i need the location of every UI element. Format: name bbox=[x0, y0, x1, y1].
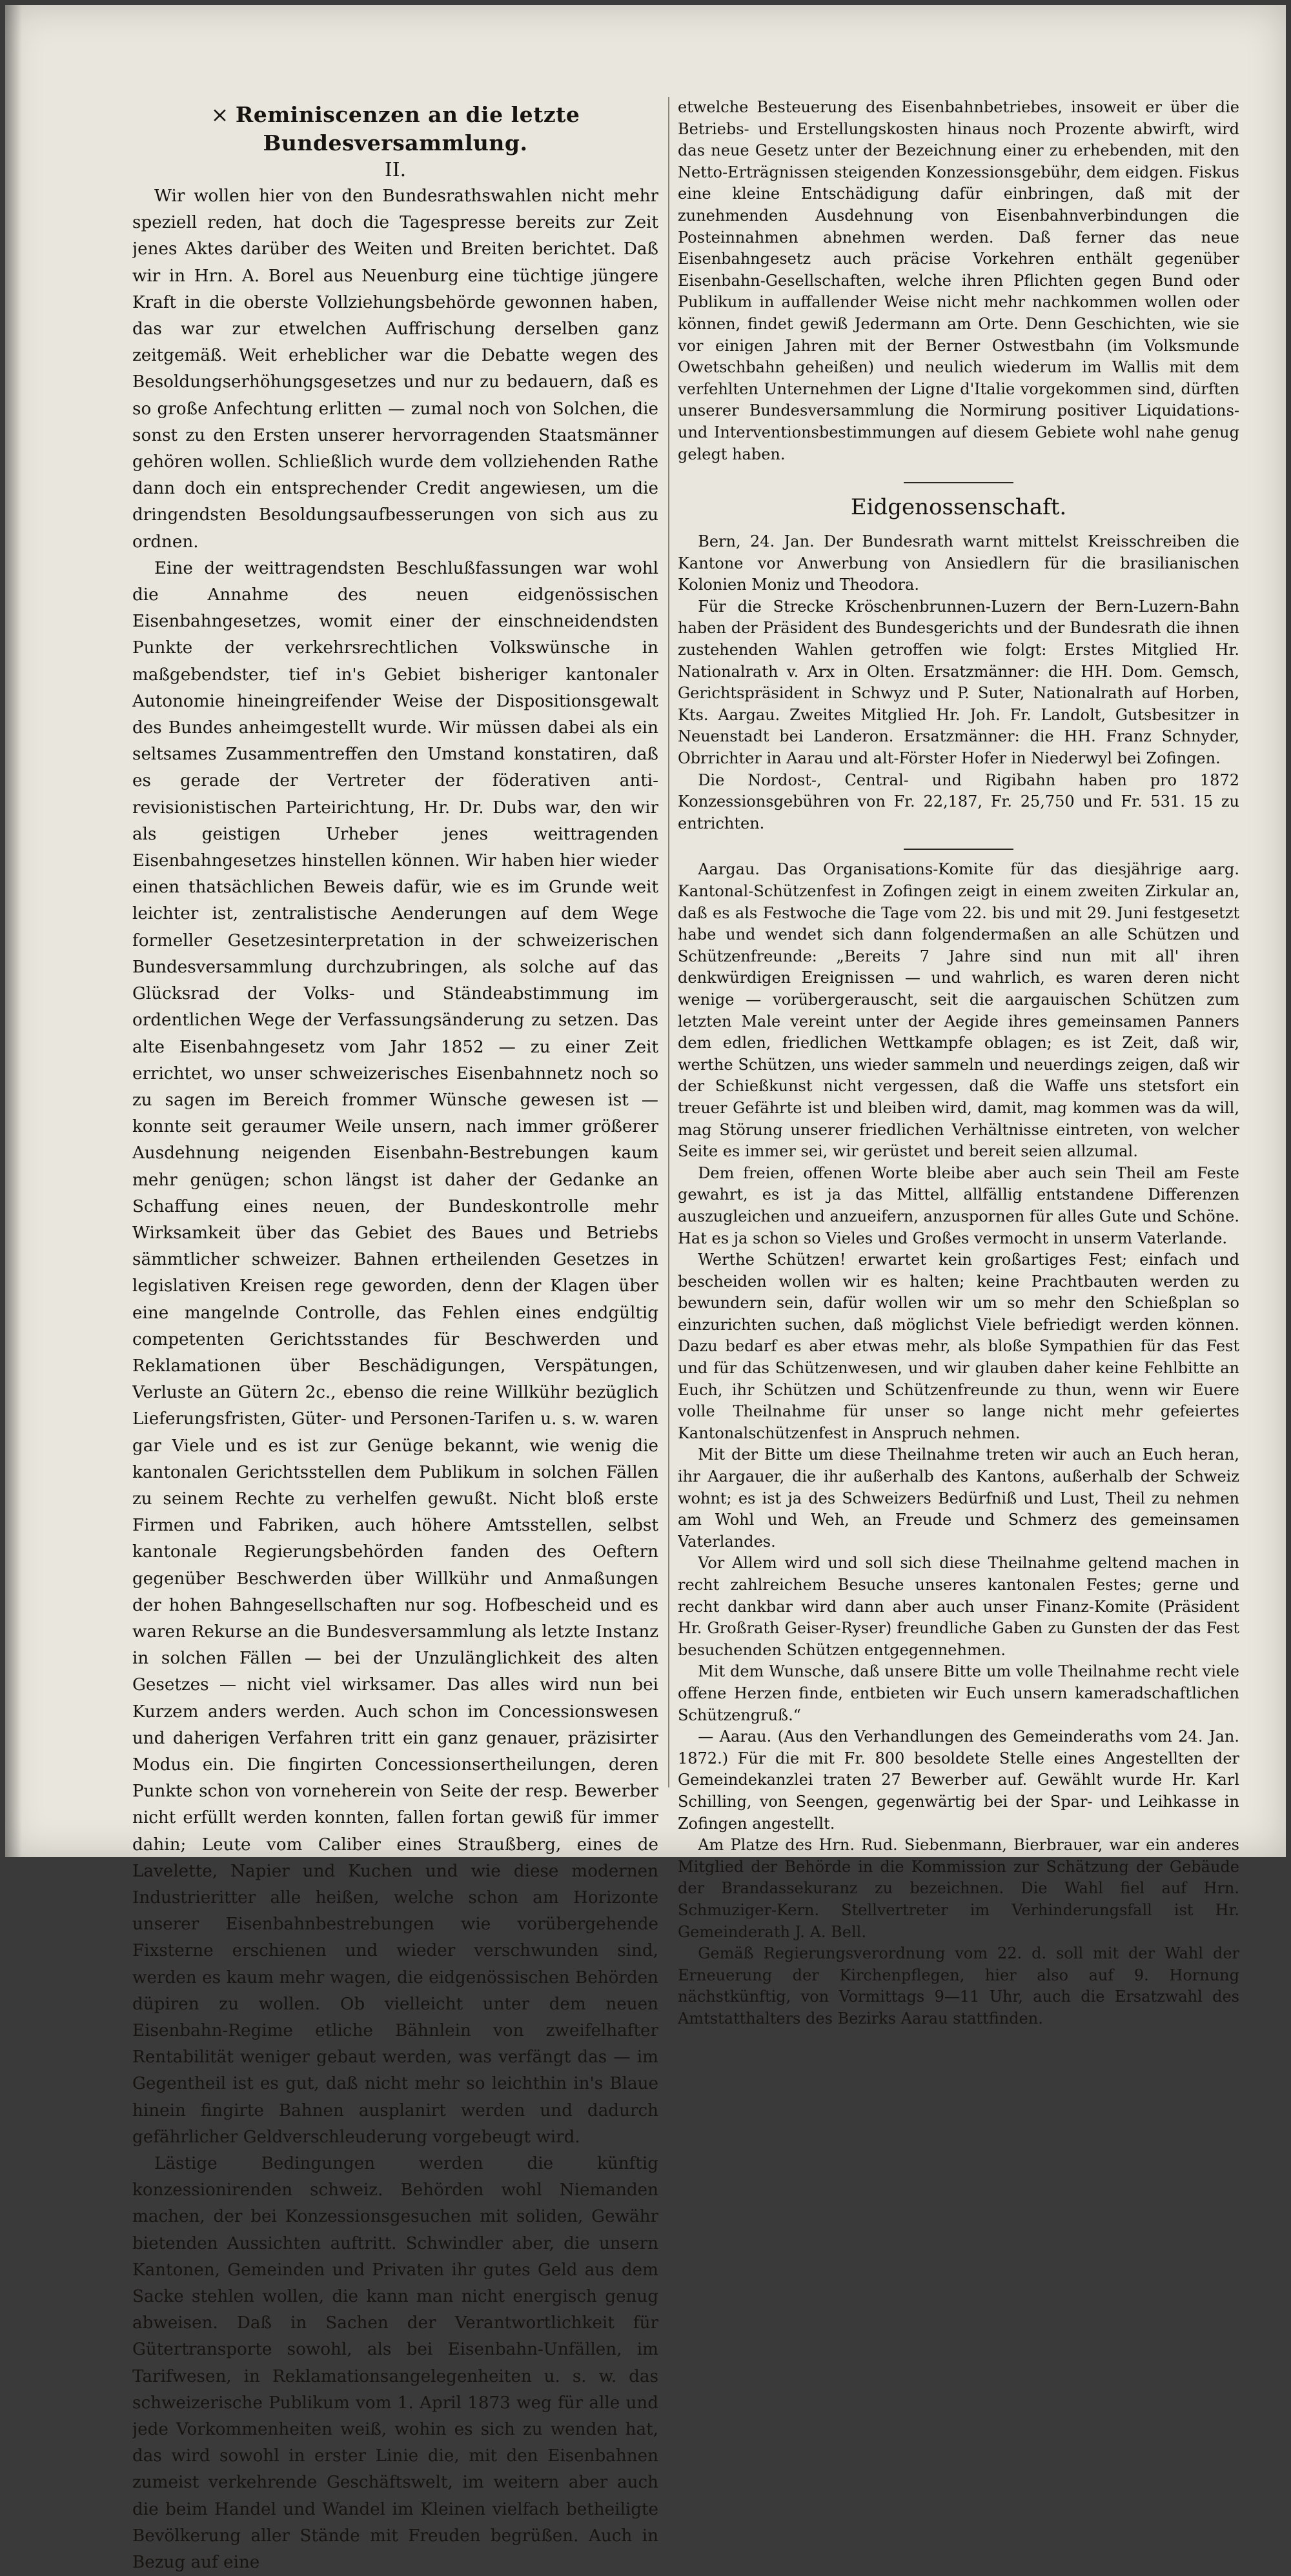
article-paragraph: Eine der weittragendsten Beschlußfassungen war wohl die Annahme des neuen eidgenössischen Eisenbahngesetzes, womit einer der einschneidendsten Punkte der verkehrsrechtlichen Volkswünsche in maßgebendster, tief in's Gebiet bisheriger kantonaler Autonomie hineingreifender Weise der Dispositionsgewalt des Bundes anheimgestellt wurde. Wir müssen dabei als ein seltsames Zusammentreffen den Umstand konstatiren, daß es gerade der Vertreter der föderativen anti-revisionistischen Parteirichtung, Hr. Dr. Dubs war, den wir als geistigen Urheber jenes weittragenden Eisenbahngesetzes hinstellen können. Wir haben hier wieder einen thatsächlichen Beweis dafür, wie es im Grunde weit leichter ist, zentralistische Aenderungen auf dem Wege formeller Gesetzesinterpretation in der schweizerischen Bundesversammlung durchzubringen, als solche auf das Glücksrad der Volks- und Ständeabstimmung im ordentlichen Wege der Verfassungsänderung zu setzen. Das alte Eisenbahngesetz vom Jahr 1852 — zu einer Zeit errichtet, wo unser schweizerisches Eisenbahnnetz noch so zu sagen im Bereich frommer Wünsche gewesen ist — konnte seit geraumer Weile unsern, nach immer größerer Ausdehnung neigenden Eisenbahn-Bestrebungen kaum mehr genügen; schon längst ist daher der Gedanke an Schaffung eines neuen, der Bundeskontrolle mehr Wirksamkeit über das Gebiet des Baues und Betriebs sämmtlicher schweizer. Bahnen ertheilenden Gesetzes in legislativen Kreisen rege geworden, denn der Klagen über eine mangelnde Controlle, das Fehlen eines endgültig competenten Gerichtsstandes für Beschwerden und Reklamationen über Beschädigungen, Verspätungen, Verluste an Gütern 2c., ebenso die reine Willkühr bezüglich Lieferungsfristen, Güter- und Personen-Tarifen u. s. w. waren gar Viele und es ist zur Genüge bekannt, wie wenig die kantonalen Gerichtsstellen dem Publikum in solchen Fällen zu seinem Rechte zu verhelfen gewußt. Nicht bloß erste Firmen und Fabriken, auch höhere Amtsstellen, selbst kantonale Regierungsbehörden fanden des Oeftern gegenüber Beschwerden über Willkühr und Anmaßungen der hohen Bahngesellschaften nur sog. Hofbescheid und es waren Rekurse an die Bundesversammlung als letzte Instanz in solchen Fällen — bei der Unzulänglichkeit des alten Gesetzes — nicht viel wirksamer. Das alles wird nun bei Kurzem anders werden. Auch schon im Concessionswesen und daherigen Verfahren tritt ein ganz genauer, präzisirter Modus ein. Die fingirten Concessionsertheilungen, deren Punkte schon von vorneherein von Seite der resp. Bewerber nicht erfüllt werden konnten, fallen fortan gewiß für immer dahin; Leute vom Caliber eines Straußberg, eines de Lavelette, Napier und Kuchen und wie diese modernen Industrieritter alle heißen, welche schon am Horizonte unserer Eisenbahnbestrebungen wie vorübergehende Fixsterne erschienen und wieder verschwunden sind, werden es kaum mehr wagen, die eidgenössischen Behörden düpiren zu wollen. Ob vielleicht unter dem neuen Eisenbahn-Regime etliche Bähnlein von zweifelhafter Rentabilität weniger gebaut werden, was verfängt das — im Gegentheil ist es gut, daß nicht mehr so leichthin in's Blaue hinein fingirte Bahnen ausplanirt werden und dadurch gefährlicher Geldverschleuderung vorgebeugt wird. bbox=[132, 558, 658, 2147]
article-title bbox=[132, 101, 658, 157]
news-paragraph-bern: Bern, 24. Jan. Der Bundesrath warnt mittelst Kreisschreiben die Kantone vor Anwerbung von Ansiedlern für die brasilianischen Kolonien Moniz und Theodora. bbox=[678, 532, 1239, 594]
news-paragraph: Dem freien, offenen Worte bleibe aber auch sein Theil am Feste gewahrt, es ist ja das Mittel, allfällig entstandene Differenzen auszugleichen und anzueifern, anzuspornen für alles Gute und Schöne. Hat es ja schon so Vieles und Großes vermocht in unserm Vaterlande. bbox=[678, 1163, 1239, 1247]
title-mark: × bbox=[210, 102, 229, 127]
news-paragraph: Werthe Schützen! erwartet kein großartiges Fest; einfach und bescheiden wollen wir es halten; keine Prachtbauten werden zu bewundern sein, dafür wollen wir um so mehr den Schießplan so einzurichten suchen, daß möglichst Viele befriedigt werden können. Dazu bedarf es aber etwas mehr, als bloße Sympathien für das Fest und für das Schützenwesen, und wir glauben daher keine Fehlbitte an Euch, ihr Schützen und Schützenfreunde zu thun, wenn wir Euere volle Theilnahme für unser so lange nicht mehr gefeiertes Kantonalschützenfest in Anspruch nehmen. bbox=[678, 1251, 1239, 1442]
left-column bbox=[132, 97, 658, 2576]
news-paragraph: Für die Strecke Kröschenbrunnen-Luzern der Bern-Luzern-Bahn haben der Präsident des Bundesgerichts und der Bundesrath die ihnen zustehenden Wahlen getroffen wie folgt: Erstes Mitglied Hr. Nationalrath v. Arx in Olten. Ersatzmänner: die HH. Dom. Gemsch, Gerichtspräsident in Schwyz und P. Suter, Nationalrath auf Horben, Kts. Aargau. Zweites Mitglied Hr. Joh. Fr. Landolt, Gutsbesitzer in Neuenstadt bei Landeron. Ersatzmänner: die HH. Franz Schnyder, Obrrichter in Aarau und alt-Förster Hofer in Niederwyl bei Zofingen. bbox=[678, 597, 1239, 768]
news-paragraph: Gemäß Regierungsverordnung vom 22. d. soll mit der Wahl der Erneuerung der Kirchenpflegen, hier also auf 9. Hornung nächstkünftig, von Vormittags 9—11 Uhr, auch die Ersatzwahl des Amtstatthalters des Bezirks Aarau stattfinden. bbox=[678, 1944, 1239, 2028]
article-part-number: II. bbox=[384, 159, 407, 181]
news-paragraph: Mit dem Wunsche, daß unsere Bitte um volle Theilnahme recht viele offene Herzen finde, entbieten wir Euch unsern kameradschaftlichen Schützengruß.“ bbox=[678, 1662, 1239, 1724]
article-paragraph: Lästige Bedingungen werden die künftig konzessionirenden schweiz. Behörden wohl Niemanden machen, der bei Konzessionsgesuchen mit soliden, Gewähr bietenden Aussichten auftritt. Schwindler aber, die unsern Kantonen, Gemeinden und Privaten ihr gutes Geld aus dem Sacke stehlen wollen, die kann man nicht energisch genug abweisen. Daß in Sachen der Verantwortlichkeit für Gütertransporte sowohl, als bei Eisenbahn-Unfällen, im Tarifwesen, in Reklamationsangelegenheiten u. s. w. das schweizerische Publikum vom 1. April 1873 weg für alle und jede Vorkommenheiten weiß, wohin es sich zu wenden hat, das wird sowohl in erster Linie die, mit den Eisenbahnen zumeist verkehrende Geschäftswelt, im weitern aber auch die beim Handel und Wandel im Kleinen vielfach betheiligte Bevölkerung aller Stände mit Freuden begrüßen. Auch in Bezug auf eine bbox=[132, 2154, 658, 2573]
section-rule bbox=[904, 482, 1013, 483]
news-paragraph: Mit der Bitte um diese Theilnahme treten wir auch an Euch heran, ihr Aargauer, die ihr außerhalb des Kantons, außerhalb der Schweiz wohnt; es ist ja des Schweizers Bedürfniß und Lust, Theil zu nehmen am Wohl und Weh, an Freude und Schmerz des gemeinsamen Vaterlandes. bbox=[678, 1445, 1239, 1551]
column-divider bbox=[668, 97, 669, 1787]
right-column bbox=[678, 97, 1239, 2029]
article-title-text: Reminiscenzen an die letzte Bundesversammlung. bbox=[235, 102, 580, 156]
news-paragraph-aarau: — Aarau. (Aus den Verhandlungen des Gemeinderaths vom 24. Jan. 1872.) Für die mit Fr. 800 besoldete Stelle eines Angestellten der Gemeindekanzlei traten 27 Bewerber auf. Gewählt wurde Hr. Karl Schilling, von Seengen, gegenwärtig bei der Spar- und Leihkasse in Zofingen angestellt. bbox=[678, 1727, 1239, 1833]
news-paragraph-aargau: Aargau. Das Organisations-Komite für das diesjährige aarg. Kantonal-Schützenfest in Zofingen zeigt in einem zweiten Zirkular an, daß es als Festwoche die Tage vom 22. bis und mit 29. Juni festgesetzt habe und wendet sich dann folgendermaßen an alle Schützen und Schützenfreunde: „Bereits 7 Jahre sind nun mit all' ihren denkwürdigen Ereignissen — und wahrlich, es waren deren nicht wenige — vorübergerauscht, seit die aargauischen Schützen zum letzten Male vereint unter der Aegide ihres gemeinsamen Panners dem edlen, friedlichen Wettkampfe oblagen; es ist Zeit, daß wir, werthe Schützen, uns wieder sammeln und neuerdings zeigen, daß wir der Schießkunst nicht vergessen, daß die Waffe uns stetsfort ein treuer Gefährte ist und bleiben wird, damit, mag kommen was da will, mag Störung unserer friedlichen Verhältnisse eintreten, von welcher Seite es immer sei, wir gerüstet und bereit seien allzumal. bbox=[678, 860, 1239, 1161]
news-paragraph: Am Platze des Hrn. Rud. Siebenmann, Bierbrauer, war ein anderes Mitglied der Behörde in die Kommission zur Schätzung der Gebäude der Brandassekuranz zu bezeichnen. Die Wahl fiel auf Hrn. Schmuziger-Kern. Stellvertreter im Verhinderungsfall ist Hr. Gemeinderath J. A. Bell. bbox=[678, 1836, 1239, 1941]
news-paragraph: Vor Allem wird und soll sich diese Theilnahme geltend machen in recht zahlreichem Besuche unseres kantonalen Festes; gerne und recht dankbar wird dann aber auch unser Finanz-Komite (Präsident Hr. Großrath Geiser-Ryser) freundliche Gaben zu Gunsten der das Fest besuchenden Schützen entgegennehmen. bbox=[678, 1554, 1239, 1659]
section-title: Eidgenossenschaft. bbox=[850, 494, 1067, 521]
article-paragraph: Wir wollen hier von den Bundesrathswahlen nicht mehr speziell reden, hat doch die Tagespresse bereits zur Zeit jenes Aktes darüber des Weiten und Breiten berichtet. Daß wir in Hrn. A. Borel aus Neuenburg eine tüchtige jüngere Kraft in die oberste Vollziehungsbehörde gewonnen haben, das war zur etwelchen Auffrischung derselben ganz zeitgemäß. Weit erheblicher war die Debatte wegen des Besoldungserhöhungsgesetzes und nur zu bedauern, daß es so große Anfechtung erlitten — zumal noch von Solchen, die sonst zu den Ersten unserer hervorragenden Staatsmänner gehören wollen. Schließlich wurde dem vollziehenden Rathe dann doch ein entsprechender Credit angewiesen, um die dringendsten Besoldungsaufbesserungen von sich aus zu ordnen. bbox=[132, 186, 658, 552]
news-paragraph: Die Nordost-, Central- und Rigibahn haben pro 1872 Konzessionsgebühren von Fr. 22,187, Fr. 25,750 und Fr. 531. 15 zu entrichten. bbox=[678, 770, 1239, 832]
page-binding-shadow bbox=[5, 5, 22, 1857]
article-continuation: etwelche Besteuerung des Eisenbahnbetriebes, insoweit er über die Betriebs- und Erstellungskosten hinaus noch Prozente abwirft, wird das neue Gesetz unter der Bezeichnung einer zu erhebenden, mit den Netto-Erträgnissen steigenden Konzessionsgebühr, dem eidgen. Fiskus eine kleine Entschädigung dafür einbringen, daß mit der zunehmenden Ausdehnung von Eisenbahnverbindungen die Posteinnahmen abnehmen werden. Daß ferner das neue Eisenbahngesetz auch präcise Vorkehren enthält gegenüber Eisenbahn-Gesellschaften, welche ihren Pflichten gegen Bund oder Publikum in auffallender Weise nicht mehr nachkommen wollen oder können, findet gewiß Jedermann am Orte. Denn Geschichten, wie sie vor einigen Jahren mit der Berner Ostwestbahn (im Volksmunde Owetschbahn geheißen) und neulich wiederum im Wallis mit dem verfehlten Unternehmen der Ligne d'Italie vorgekommen sind, dürften unserer Bundesversammlung die Normirung positiver Liquidations- und Interventionsbestimmungen auf diesem Gebiete wohl nahe genug gelegt haben. bbox=[678, 98, 1239, 463]
news-separator-rule bbox=[904, 849, 1013, 850]
